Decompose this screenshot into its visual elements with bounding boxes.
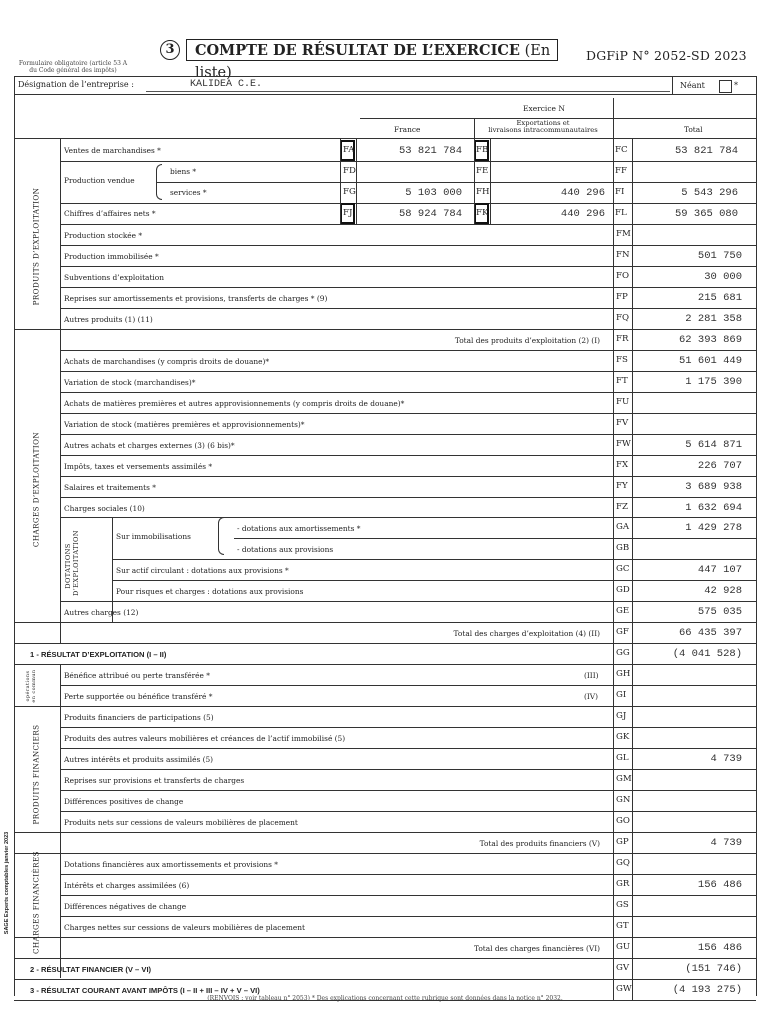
row-value[interactable]: (4 193 275) [672, 984, 742, 996]
row-code: GH [616, 669, 631, 679]
row-code: FM [616, 229, 631, 239]
section-col-sep-2 [60, 664, 61, 978]
row-code: GC [616, 564, 630, 574]
row-line [60, 392, 756, 393]
row-code: GG [616, 648, 630, 658]
row-value[interactable]: 30 000 [704, 271, 742, 283]
row-code: FG [343, 187, 356, 197]
row-code: FA [343, 145, 355, 155]
row-value[interactable]: 447 107 [697, 564, 742, 576]
row-label: Impôts, taxes et versements assimilés * [64, 462, 213, 471]
row-label: Variation de stock (marchandises)* [64, 378, 196, 387]
row-label: 1 - RÉSULTAT D’EXPLOITATION (I – II) [30, 650, 167, 659]
company-name-underline [146, 91, 670, 92]
row-label: Charges sociales (10) [64, 504, 145, 513]
row-value[interactable]: 215 681 [697, 292, 742, 304]
row-value[interactable]: (4 041 528) [672, 648, 742, 660]
row-label: 3 - RÉSULTAT COURANT AVANT IMPÔTS (I – II + III – IV + V – VI) [30, 986, 260, 995]
row-label: Charges nettes sur cessions de valeurs mobilières de placement [64, 923, 305, 932]
row-line [60, 497, 756, 498]
row-suffix: (III) [584, 671, 599, 680]
row-code: FB [476, 145, 489, 155]
row-label: Autres achats et charges externes (3) (6 bis)* [64, 441, 235, 450]
row-code: GK [616, 732, 630, 742]
col-code-left [613, 138, 614, 1000]
row-line [60, 748, 756, 749]
production-vendue-label: Production vendue [64, 176, 135, 185]
row-code: GR [616, 879, 630, 889]
row-line [156, 182, 756, 183]
row-code: FW [616, 439, 631, 449]
frame-left [14, 76, 15, 996]
row-label: Sur actif circulant : dotations aux provisions * [116, 566, 289, 575]
row-code: FL [615, 208, 627, 218]
row-value[interactable]: 1 175 390 [685, 376, 742, 388]
production-vendue-brace [156, 164, 162, 200]
form-legal-note [18, 60, 128, 74]
row-label: Intérêts et charges assimilées (6) [64, 881, 190, 890]
row-label: Différences négatives de change [64, 902, 187, 911]
row-line [60, 224, 756, 225]
col-fa-right [356, 138, 357, 224]
section-dotations-line2: D’EXPLOITATION [72, 530, 80, 596]
dotation-col-sep [112, 517, 113, 622]
row-line [60, 203, 756, 204]
row-line [14, 979, 756, 980]
row-label: Perte supportée ou bénéfice transféré * [64, 692, 213, 701]
row-value[interactable]: 66 435 397 [678, 627, 742, 639]
row-label: Total des charges financières (VI) [473, 944, 600, 953]
row-label: Dotations financières aux amortissements et provisions * [64, 860, 278, 869]
row-line [60, 601, 756, 602]
col-header-france: France [394, 125, 421, 134]
row-line [14, 832, 756, 833]
row-label: Achats de marchandises (y compris droits de douane)* [64, 357, 270, 366]
row-value[interactable]: 51 601 449 [678, 355, 742, 367]
row-code: FQ [616, 313, 630, 323]
row-line [14, 958, 756, 959]
row-code: FU [616, 397, 630, 407]
row-label: Bénéfice attribué ou perte transférée * [64, 671, 210, 680]
header-bottom [14, 138, 756, 139]
frame-top [14, 76, 756, 77]
row-label: Production stockée * [64, 231, 143, 240]
row-value[interactable]: 5 103 000 [405, 187, 462, 199]
top-row-label: services * [170, 188, 207, 197]
row-line [14, 937, 756, 938]
row-value[interactable]: 226 707 [697, 460, 742, 472]
row-code: FK [476, 208, 489, 218]
row-line [60, 727, 756, 728]
row-line [14, 329, 756, 330]
row-line [60, 308, 756, 309]
row-line [14, 643, 756, 644]
row-line [60, 434, 756, 435]
row-line [60, 476, 756, 477]
row-value[interactable]: 440 296 [560, 208, 605, 220]
section-col-sep [60, 138, 61, 643]
row-value[interactable]: 3 689 938 [685, 481, 742, 493]
row-code: GE [616, 606, 630, 616]
section-charges-financieres: CHARGES FINANCIÈRES [31, 851, 41, 954]
row-code: FD [343, 166, 356, 176]
section-dotations-line1: DOTATIONS [64, 543, 72, 589]
row-code: FF [615, 166, 627, 176]
row-value[interactable]: 62 393 869 [678, 334, 742, 346]
row-line [60, 266, 756, 267]
row-value[interactable]: 1 632 694 [685, 502, 742, 514]
row-code: FV [616, 418, 629, 428]
row-code: FJ [343, 208, 353, 218]
row-value[interactable]: 5 543 296 [681, 187, 738, 199]
row-label: Variation de stock (matières premières et approvisionnements)* [64, 420, 305, 429]
row-value[interactable]: 4 739 [710, 753, 742, 765]
col-header-exercice: Exercice N [523, 104, 565, 113]
row-line [14, 853, 756, 854]
row-label: Produits nets sur cessions de valeurs mobilières de placement [64, 818, 298, 827]
row-label: Production immobilisée * [64, 252, 159, 261]
row-value[interactable]: 501 750 [697, 250, 742, 262]
form-title-main: COMPTE DE RÉSULTAT DE L’EXERCICE [195, 42, 520, 59]
dotation-top [60, 517, 112, 518]
row-code: GN [616, 795, 631, 805]
row-code: FT [616, 376, 628, 386]
section-produits-exploitation: PRODUITS D’EXPLOITATION [31, 187, 41, 306]
company-label: Désignation de l’entreprise : [18, 80, 134, 89]
row-code: GI [616, 690, 627, 700]
row-line [60, 811, 756, 812]
row-line [60, 874, 756, 875]
row-value[interactable]: 2 281 358 [685, 313, 742, 325]
row-label: Pour risques et charges : dotations aux provisions [116, 587, 304, 596]
row-value[interactable]: 156 486 [697, 942, 742, 954]
row-code: GW [616, 984, 632, 994]
top-row-label: Chiffres d’affaires nets * [64, 209, 156, 218]
row-line [14, 622, 756, 623]
company-name[interactable]: KALIDEA C.E. [190, 79, 263, 90]
neant-label: Néant [680, 81, 705, 90]
section-produits-financiers: PRODUITS FINANCIERS [31, 724, 41, 825]
row-code: GF [616, 627, 629, 637]
row-code: FO [616, 271, 630, 281]
row-line [60, 161, 756, 162]
row-line [60, 413, 756, 414]
row-line [112, 517, 756, 518]
row-label: - dotations aux provisions [237, 545, 334, 554]
row-line [60, 769, 756, 770]
row-code: GM [616, 774, 632, 784]
form-number-badge: 3 [160, 40, 180, 60]
row-value[interactable]: 4 739 [710, 837, 742, 849]
top-row-label: Ventes de marchandises * [64, 146, 161, 155]
form-title-suffix: (En liste) [195, 43, 551, 81]
row-label: Reprises sur amortissements et provisions, transferts de charges * (9) [64, 294, 328, 303]
form-reference: DGFiP N° 2052-SD 2023 [586, 48, 747, 63]
row-line [234, 538, 756, 539]
section-operations-line2: en commun [31, 669, 37, 703]
form-title [186, 39, 558, 81]
row-label: Autres produits (1) (11) [64, 315, 153, 324]
row-label: Autres charges (12) [64, 608, 139, 617]
row-code: FN [616, 250, 630, 260]
row-code: FP [616, 292, 628, 302]
row-code: FZ [616, 502, 628, 512]
row-line [60, 245, 756, 246]
row-label: Autres intérêts et produits assimilés (5) [64, 755, 214, 764]
row-line [60, 371, 756, 372]
row-code: FC [615, 145, 628, 155]
row-line [14, 664, 756, 665]
row-value[interactable]: 53 821 784 [674, 145, 738, 157]
row-line [60, 790, 756, 791]
sur-immobilisations-brace [218, 517, 224, 555]
row-code: GD [616, 585, 630, 595]
row-label: - dotations aux amortissements * [237, 524, 361, 533]
row-label: Différences positives de change [64, 797, 184, 806]
row-label: Salaires et traitements * [64, 483, 156, 492]
row-label: Reprises sur provisions et transferts de charges [64, 776, 245, 785]
header-col-sep [613, 98, 614, 138]
row-code: FE [476, 166, 489, 176]
row-line [60, 685, 756, 686]
row-value[interactable]: (151 746) [685, 963, 742, 975]
row-code: FH [476, 187, 490, 197]
row-value[interactable]: 58 924 784 [398, 208, 462, 220]
row-code: GL [616, 753, 629, 763]
neant-checkbox[interactable] [719, 80, 732, 93]
row-line [60, 455, 756, 456]
footer-note: (RENVOIS : voir tableau n° 2053) * Des explications concernant cette rubrique sont données dans la notice n° 2032. [207, 995, 563, 1002]
row-label: Achats de matières premières et autres approvisionnements (y compris droits de douane)* [64, 399, 405, 408]
top-row-label: biens * [170, 167, 197, 176]
row-code: GB [616, 543, 630, 553]
sur-immobilisations-label: Sur immobilisations [116, 532, 191, 541]
row-value[interactable]: 5 614 871 [685, 439, 742, 451]
neant-sep [672, 76, 673, 94]
row-value[interactable]: 42 928 [704, 585, 742, 597]
row-code: GP [616, 837, 629, 847]
row-code: FI [615, 187, 625, 197]
col-header-total: Total [684, 125, 703, 134]
row-label: Total des produits financiers (V) [479, 839, 600, 848]
row-line [14, 706, 756, 707]
row-code: GS [616, 900, 629, 910]
row-label: Subventions d’exploitation [64, 273, 164, 282]
section-dotations [64, 530, 80, 596]
row-code: FX [616, 460, 629, 470]
row-line [60, 287, 756, 288]
section-charges-exploitation: CHARGES D’EXPLOITATION [31, 431, 41, 548]
col-header-export-line1: Exportations et [516, 119, 570, 127]
row-code: GQ [616, 858, 630, 868]
row-value[interactable]: 156 486 [697, 879, 742, 891]
row-value[interactable]: 440 296 [560, 187, 605, 199]
row-line [60, 350, 756, 351]
row-line [60, 916, 756, 917]
company-row-bottom [14, 94, 756, 95]
row-label: Produits financiers de participations (5) [64, 713, 214, 722]
row-code: FS [616, 355, 628, 365]
row-code: GO [616, 816, 630, 826]
row-label: 2 - RÉSULTAT FINANCIER (V – VI) [30, 965, 152, 974]
row-code: GJ [616, 711, 627, 721]
neant-star: * [734, 81, 738, 90]
side-watermark: SAGE Experts comptables janvier 2023 [4, 831, 11, 935]
row-code: GT [616, 921, 629, 931]
col-header-export [474, 120, 612, 134]
row-code: GV [616, 963, 630, 973]
form-legal-note-line2: du Code général des impôts) [29, 67, 117, 74]
row-label: Produits des autres valeurs mobilières et créances de l’actif immobilisé (5) [64, 734, 346, 743]
section-operations-line1: opérations [25, 670, 31, 702]
row-line [112, 559, 756, 560]
row-label: Total des charges d’exploitation (4) (II) [453, 629, 600, 638]
row-label: Total des produits d’exploitation (2) (I) [454, 336, 600, 345]
row-line [112, 580, 756, 581]
row-value[interactable]: 1 429 278 [685, 522, 742, 534]
col-fb-left [474, 138, 475, 224]
row-value[interactable]: 575 035 [697, 606, 742, 618]
row-line [60, 895, 756, 896]
row-code: FY [616, 481, 628, 491]
col-header-export-line2: livraisons intracommunautaires [488, 126, 598, 134]
row-code: FR [616, 334, 629, 344]
row-value[interactable]: 53 821 784 [398, 145, 462, 157]
row-code: GA [616, 522, 630, 532]
form-legal-note-line1: Formulaire obligatoire (article 53 A [18, 60, 128, 67]
frame-right [756, 76, 757, 996]
row-code: GU [616, 942, 631, 952]
row-value[interactable]: 59 365 080 [674, 208, 738, 220]
col-fa-left [340, 138, 341, 224]
col-code-right [632, 138, 633, 1000]
row-suffix: (IV) [584, 692, 599, 701]
